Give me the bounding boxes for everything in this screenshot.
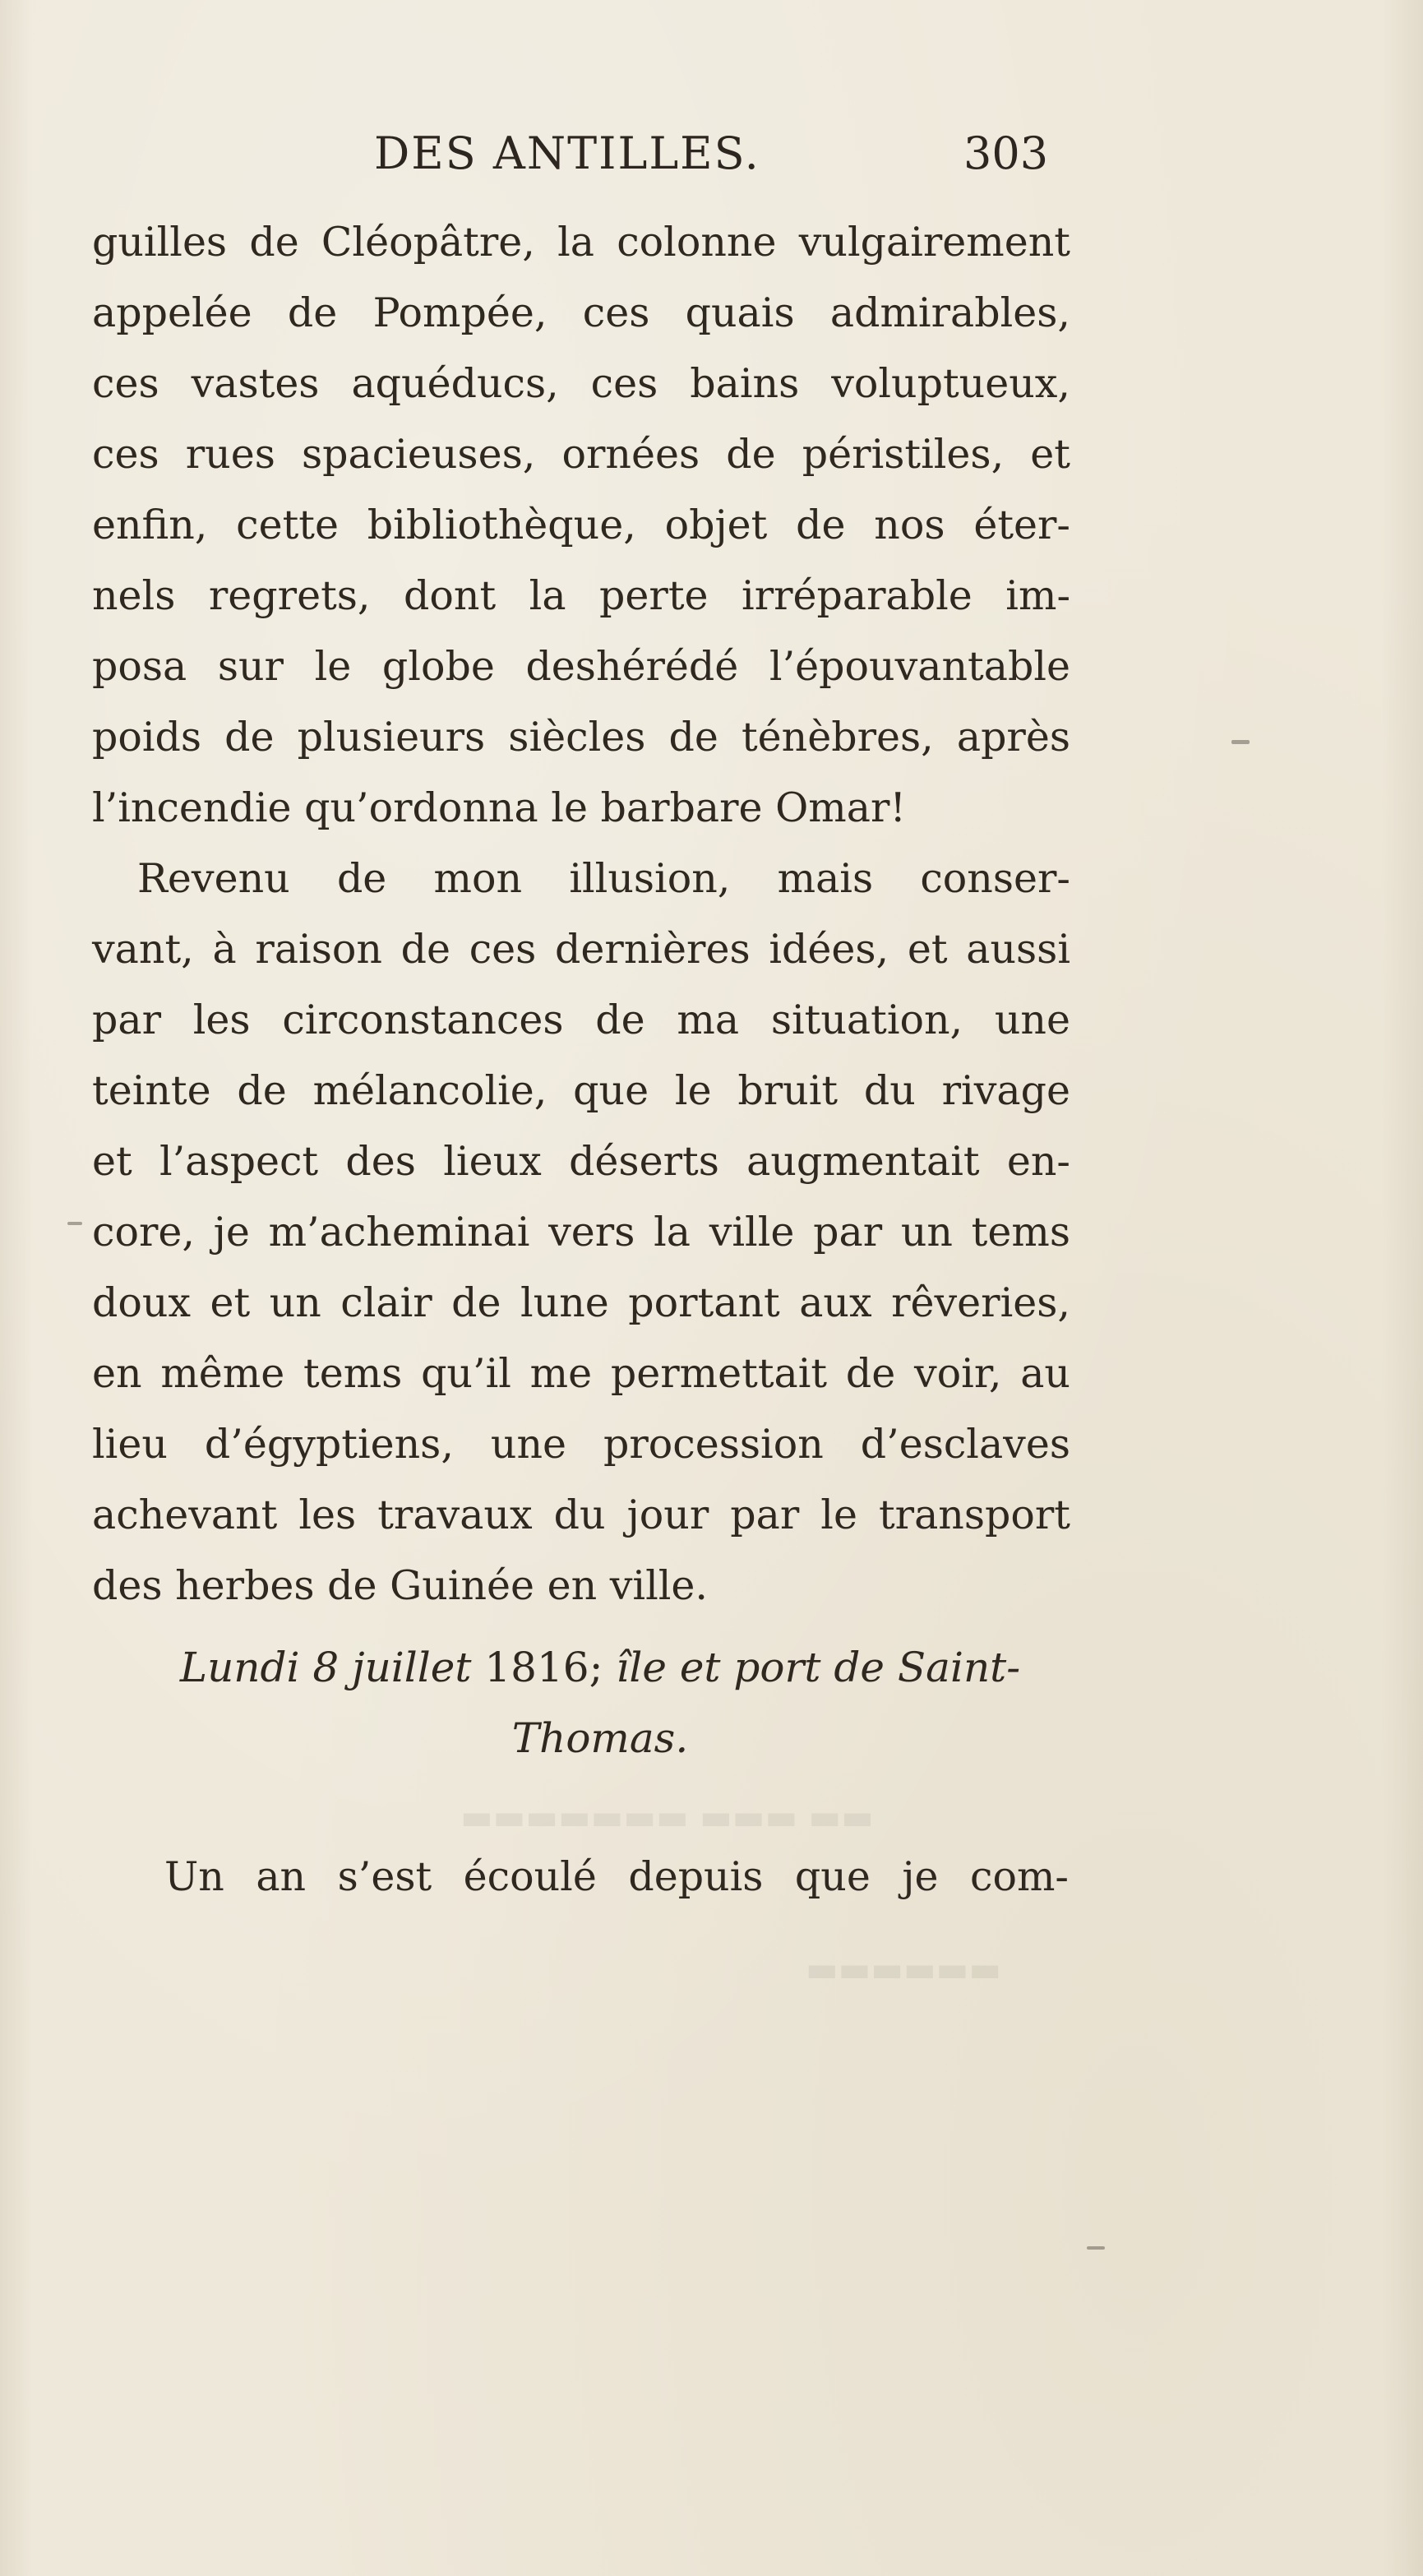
dateline-year: 1816; — [484, 1644, 603, 1691]
text-line: par les circonstances de ma situation, une — [92, 997, 1070, 1043]
dateline-place: île et port de Saint- — [616, 1644, 1021, 1691]
body-text — [92, 207, 1070, 1621]
text-line: ces vastes aquéducs, ces bains voluptueux, — [92, 360, 1070, 407]
page-number: 303 — [963, 127, 1049, 179]
final-text — [164, 1842, 1069, 1912]
text-line: vant, à raison de ces dernières idées, et aussi — [92, 926, 1070, 973]
text-line: nels regrets, dont la perte irréparable im- — [92, 572, 1070, 619]
text-line: appelée de Pompée, ces quais admirables, — [92, 289, 1070, 336]
dateline-day: Lundi — [179, 1644, 300, 1691]
show-through-ghost-line: ▬▬ ▬▬▬ ▬▬▬▬▬▬▬ — [460, 1797, 874, 1837]
dateline-date: 8 juillet — [312, 1644, 472, 1691]
text-line: core, je m’acheminai vers la ville par un tems — [92, 1209, 1070, 1256]
dateline-place-continued: Thomas. — [511, 1714, 689, 1762]
margin-dash-right — [1231, 740, 1250, 744]
dateline-first-line — [115, 1632, 1085, 1703]
text-line: teinte de mélancolie, que le bruit du rivage — [92, 1067, 1070, 1114]
text-line: enfin, cette bibliothèque, objet de nos éter- — [92, 502, 1070, 548]
text-line: guilles de Cléopâtre, la colonne vulgairement — [92, 219, 1070, 266]
paragraph-start-line: Revenu de mon illusion, mais conser- — [137, 855, 1070, 902]
text-line: lieu d’égyptiens, une procession d’esclaves — [92, 1421, 1070, 1468]
text-line: en même tems qu’il me permettait de voir, au — [92, 1350, 1070, 1397]
paragraph-start-line: Un an s’est écoulé depuis que je com- — [164, 1853, 1069, 1900]
running-title: DES ANTILLES. — [374, 127, 760, 179]
margin-dash-right-lower — [1087, 2246, 1105, 2250]
text-line: des herbes de Guinée en ville. — [92, 1562, 708, 1609]
text-line: doux et un clair de lune portant aux rêveries, — [92, 1279, 1070, 1326]
running-head — [0, 119, 1423, 185]
show-through-ghost-line: ▬▬▬▬▬▬ — [806, 1949, 1002, 1989]
margin-dash-left — [67, 1222, 82, 1225]
text-line: poids de plusieurs siècles de ténèbres, après — [92, 714, 1070, 761]
text-line: posa sur le globe deshérédé l’épouvantable — [92, 643, 1070, 690]
text-line: l’incendie qu’ordonna le barbare Omar! — [92, 784, 907, 831]
dateline-heading — [115, 1632, 1085, 1774]
text-line: et l’aspect des lieux déserts augmentait en- — [92, 1138, 1070, 1185]
text-line: achevant les travaux du jour par le transport — [92, 1491, 1070, 1538]
text-line: ces rues spacieuses, ornées de péristiles, et — [92, 431, 1070, 478]
